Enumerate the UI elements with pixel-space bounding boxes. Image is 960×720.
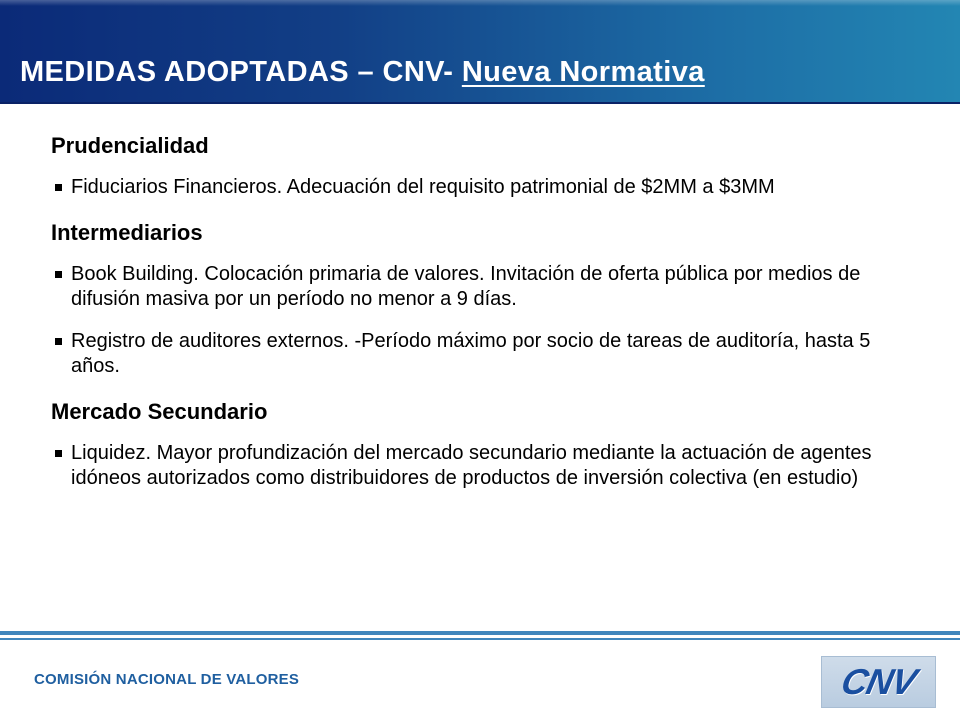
slide-content — [51, 133, 911, 491]
bullet-text: Registro de auditores externos. -Período máximo por socio de tareas de auditoría, hasta 5 años. — [71, 330, 871, 377]
bullet-item-fiduciarios — [51, 175, 911, 200]
bullet-text: Book Building. Colocación primaria de valores. Invitación de oferta pública por medios de difusión masiva por un período no menor a 9 días. — [71, 263, 861, 310]
title-bar — [0, 0, 960, 104]
slide-title — [20, 56, 705, 89]
slide-title-subtitle: Nueva Normativa — [461, 56, 705, 88]
cnv-logo-text: CNV — [837, 661, 920, 702]
footer-organization-name: COMISIÓN NACIONAL DE VALORES — [34, 671, 300, 688]
bullet-square-icon — [55, 338, 62, 345]
bullet-square-icon — [55, 450, 62, 457]
footer-divider-thin — [0, 638, 960, 640]
bullet-item-book-building — [51, 262, 891, 312]
section-heading-intermediarios: Intermediarios — [51, 220, 203, 245]
bullet-item-registro-auditores — [51, 329, 891, 379]
bullet-text: Fiduciarios Financieros. Adecuación del requisito patrimonial de $2MM a $3MM — [71, 176, 775, 198]
title-bar-highlight — [0, 0, 960, 6]
bullet-square-icon — [55, 184, 62, 191]
section-heading-prudencialidad: Prudencialidad — [51, 133, 209, 158]
slide-title-main: MEDIDAS ADOPTADAS – CNV- — [20, 56, 462, 88]
section-heading-mercado-secundario: Mercado Secundario — [51, 399, 268, 424]
bullet-text: Liquidez. Mayor profundización del mercado secundario mediante la actuación de agentes idóneos autorizados como distribuidores de productos de inversión colectiva (en estudio) — [71, 442, 872, 489]
bullet-item-liquidez — [51, 441, 891, 491]
footer-divider — [0, 631, 960, 640]
cnv-logo — [821, 656, 936, 708]
bullet-square-icon — [55, 271, 62, 278]
